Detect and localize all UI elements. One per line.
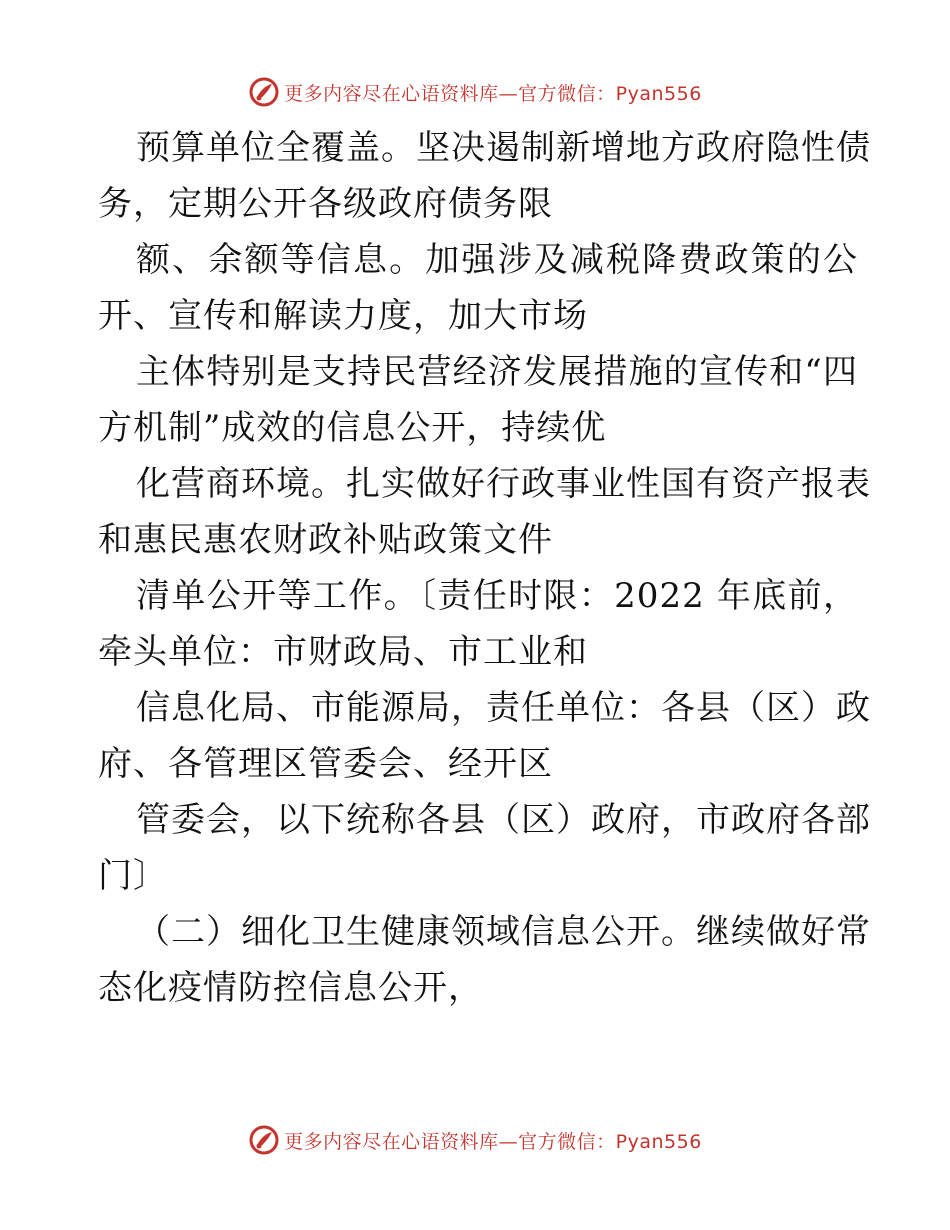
body-text-line: 门〕	[98, 856, 168, 896]
body-text-line: 态化疫情防控信息公开，	[98, 968, 483, 1008]
watermark-text: 更多内容尽在心语资料库—官方微信：Pyan556	[284, 82, 702, 105]
watermark-text: 更多内容尽在心语资料库—官方微信：Pyan556	[284, 1130, 702, 1153]
body-text-line: 主体特别是支持民营经济发展措施的宣传和“四	[136, 352, 858, 392]
document-body	[98, 120, 871, 1016]
body-text-line: 信息化局、市能源局，责任单位：各县（区）政	[136, 688, 871, 728]
body-text-line: 方机制”成效的信息公开，持续优	[98, 408, 607, 448]
ink-logo-icon	[248, 1124, 280, 1156]
body-text-line: 化营商环境。扎实做好行政事业性国有资产报表	[136, 464, 871, 504]
watermark-banner-top	[0, 72, 950, 112]
body-text-line: 和惠民惠农财政补贴政策文件	[98, 520, 553, 560]
body-text-line: 牵头单位：市财政局、市工业和	[98, 632, 588, 672]
body-text-line: 预算单位全覆盖。坚决遏制新增地方政府隐性债	[136, 128, 871, 168]
body-text-line: 府、各管理区管委会、经开区	[98, 744, 553, 784]
body-text-line: 开、宣传和解读力度，加大市场	[98, 296, 588, 336]
ink-logo-icon	[248, 76, 280, 108]
body-text-line: 额、余额等信息。加强涉及减税降费政策的公	[136, 240, 858, 280]
body-text-line: 清单公开等工作。〔责任时限：2022 年底前，	[136, 576, 858, 616]
body-text-line: （二）细化卫生健康领域信息公开。继续做好常	[136, 912, 871, 952]
body-text-line: 务，定期公开各级政府债务限	[98, 184, 553, 224]
watermark-banner-bottom	[0, 1120, 950, 1160]
body-text-line: 管委会，以下统称各县（区）政府，市政府各部	[136, 800, 871, 840]
